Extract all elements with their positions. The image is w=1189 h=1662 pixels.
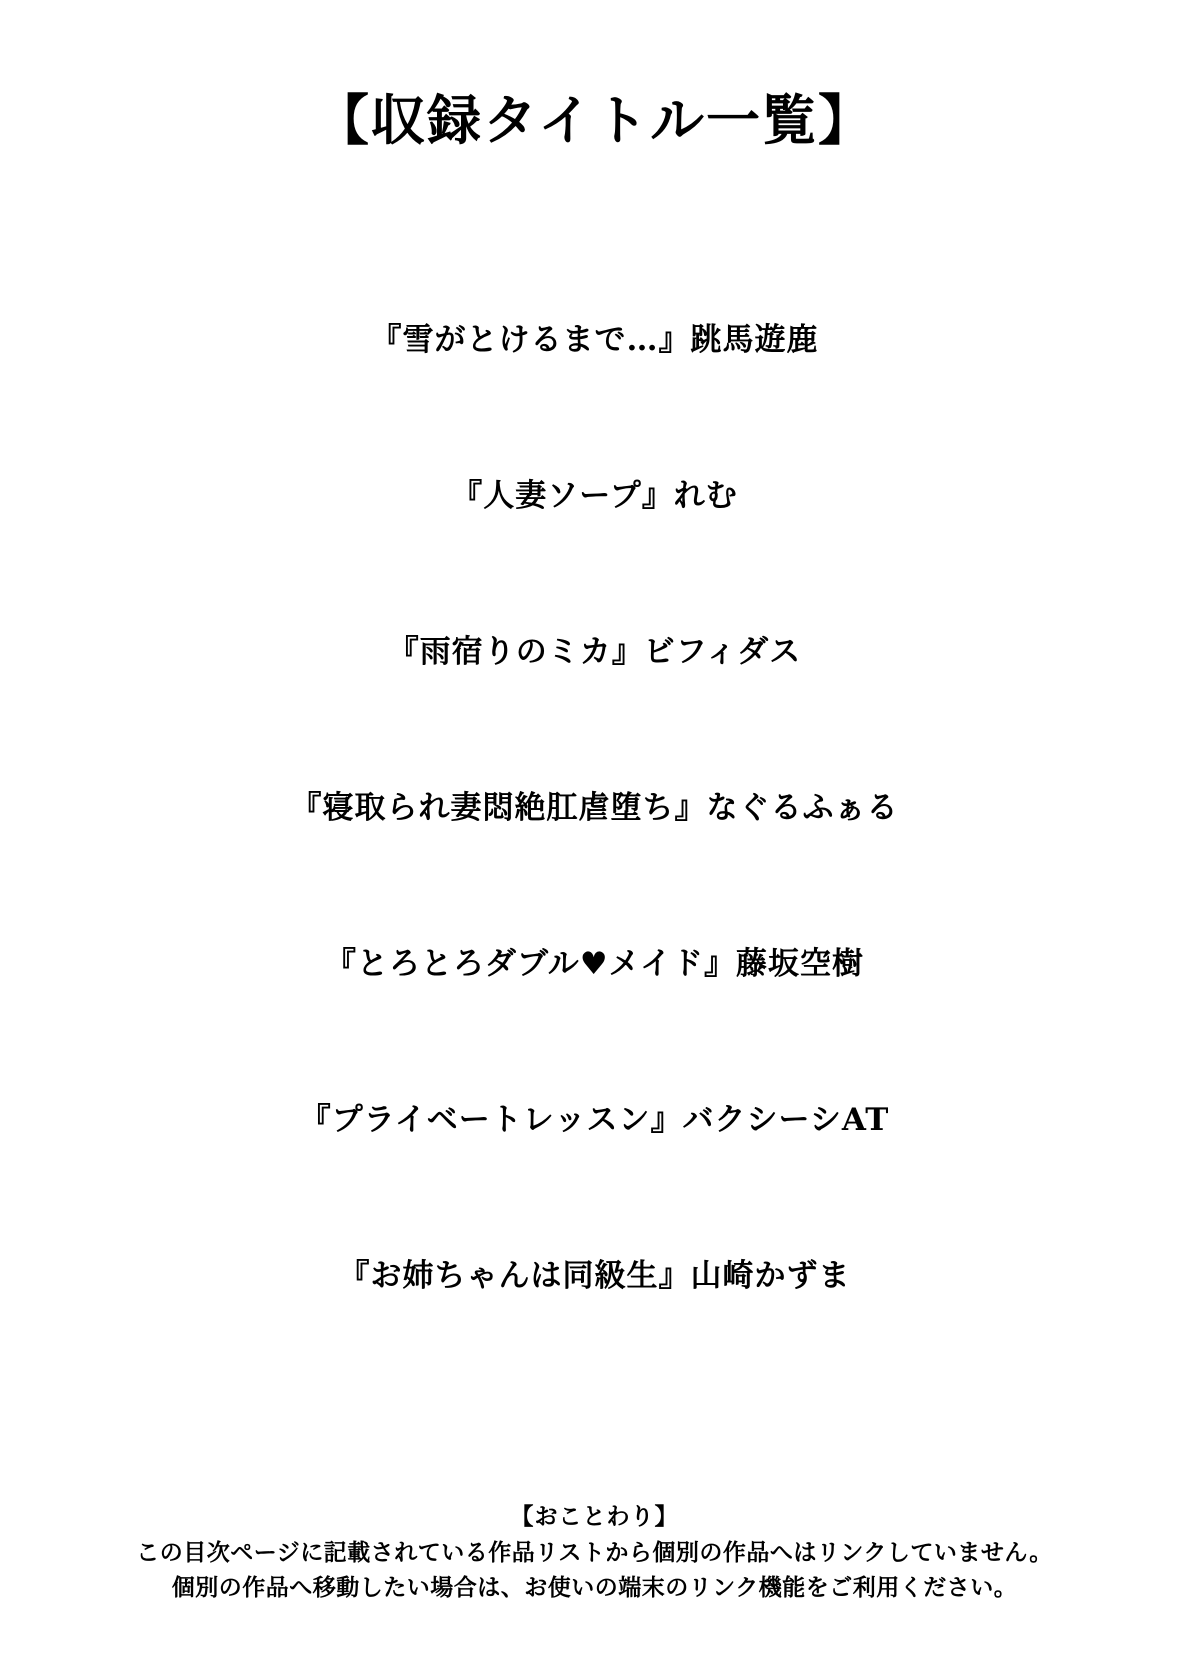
list-item bbox=[0, 574, 1189, 730]
list-item bbox=[0, 262, 1189, 418]
toc-entry-label: 『お姉ちゃんは同級生』山崎かずま bbox=[338, 1257, 851, 1294]
notice-block bbox=[0, 1500, 1189, 1606]
notice-line-2: 個別の作品へ移動したい場合は、お使いの端末のリンク機能をご利用ください。 bbox=[171, 1574, 1018, 1602]
list-item bbox=[0, 1198, 1189, 1354]
toc-entry-label: 『雪がとけるまで…』跳馬遊鹿 bbox=[370, 321, 819, 358]
toc-entry-label: 『雨宿りのミカ』ビフィダス bbox=[387, 633, 802, 670]
toc-entry-label: 『とろとろダブル♥メイド』藤坂空樹 bbox=[325, 945, 864, 982]
list-item bbox=[0, 418, 1189, 574]
page-title: 【収録タイトル一覧】 bbox=[315, 88, 874, 153]
toc-entry-label: 『プライベートレッスン』バクシーシAT bbox=[299, 1101, 890, 1138]
toc-entry-label: 『寝取られ妻悶絶肛虐堕ち』なぐるふぁる bbox=[290, 789, 899, 826]
list-item bbox=[0, 730, 1189, 886]
toc-entry-label: 『人妻ソープ』れむ bbox=[451, 477, 738, 514]
notice-line-1: この目次ページに記載されている作品リストから個別の作品へはリンクしていません。 bbox=[136, 1538, 1053, 1566]
table-of-contents bbox=[0, 262, 1189, 1354]
list-item bbox=[0, 1042, 1189, 1198]
notice-heading: 【おことわり】 bbox=[510, 1503, 679, 1531]
list-item bbox=[0, 886, 1189, 1042]
